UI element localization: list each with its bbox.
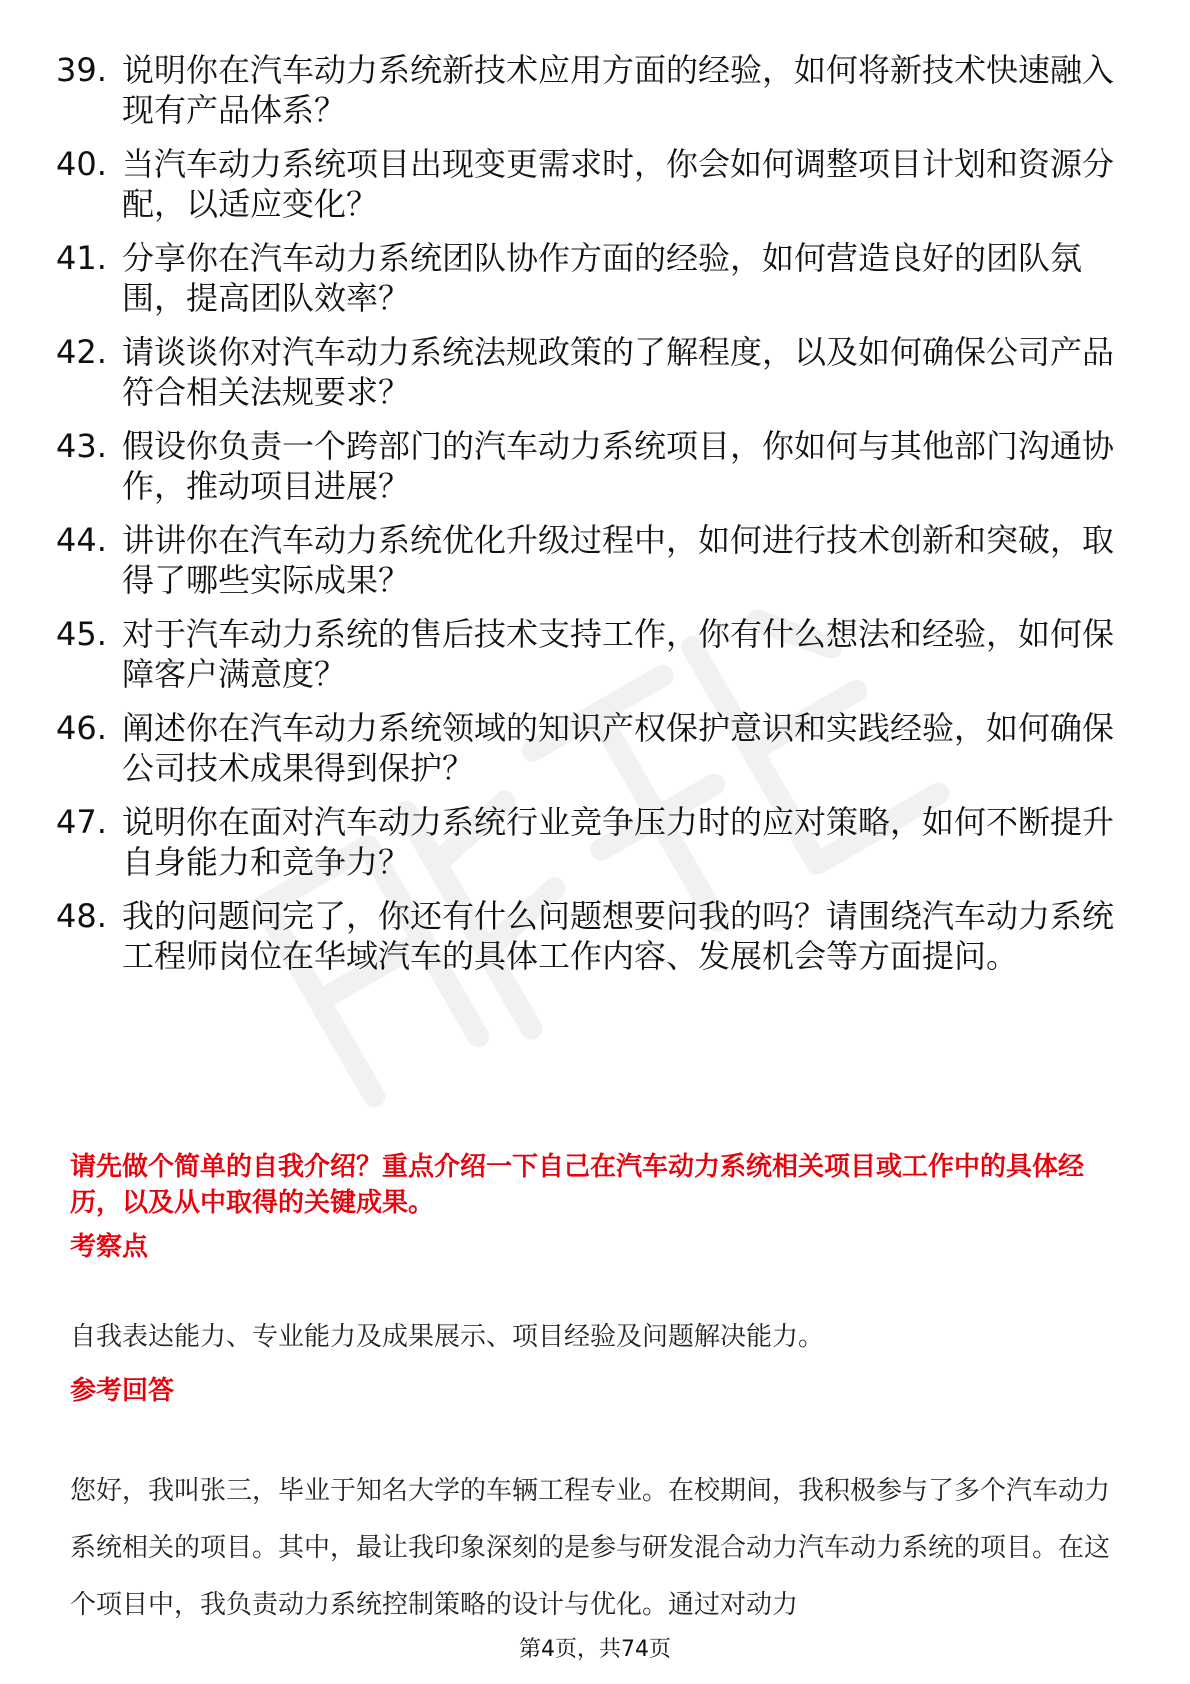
question-text: 假设你负责一个跨部门的汽车动力系统项目，你如何与其他部门沟通协作，推动项目进展？ bbox=[122, 427, 1115, 505]
question-number: 39. bbox=[56, 51, 107, 89]
question-item bbox=[56, 708, 1116, 788]
question-number: 41. bbox=[56, 239, 107, 277]
focus-text: 自我表达能力、专业能力及成果展示、项目经验及问题解决能力。 bbox=[70, 1322, 825, 1352]
answer-text: 您好，我叫张三，毕业于知名大学的车辆工程专业。在校期间，我积极参与了多个汽车动力系统相关的项目。其中，最让我印象深刻的是参与研发混合动力汽车动力系统的项目。在这个项目中，我负责动力系统控制策略的设计与优化。通过对动力 bbox=[70, 1476, 1111, 1620]
question-text: 分享你在汽车动力系统团队协作方面的经验，如何营造良好的团队氛围，提高团队效率？ bbox=[122, 239, 1083, 317]
focus-heading: 考察点 bbox=[70, 1232, 149, 1262]
question-text: 请谈谈你对汽车动力系统法规政策的了解程度，以及如何确保公司产品符合相关法规要求？ bbox=[122, 333, 1115, 411]
question-number: 42. bbox=[56, 333, 107, 371]
question-text: 说明你在汽车动力系统新技术应用方面的经验，如何将新技术快速融入现有产品体系？ bbox=[122, 51, 1115, 129]
question-number: 40. bbox=[56, 145, 107, 183]
question-item bbox=[56, 144, 1116, 224]
featured-question: 请先做个简单的自我介绍？重点介绍一下自己在汽车动力系统相关项目或工作中的具体经历，以及从中取得的关键成果。 bbox=[70, 1152, 1085, 1218]
question-list bbox=[56, 50, 1116, 990]
question-number: 48. bbox=[56, 897, 107, 935]
question-item bbox=[56, 426, 1116, 506]
question-text: 讲讲你在汽车动力系统优化升级过程中，如何进行技术创新和突破，取得了哪些实际成果？ bbox=[122, 521, 1115, 599]
question-item bbox=[56, 614, 1116, 694]
answer-heading: 参考回答 bbox=[70, 1376, 175, 1406]
question-number: 46. bbox=[56, 709, 107, 747]
question-item bbox=[56, 332, 1116, 412]
question-text: 说明你在面对汽车动力系统行业竞争压力时的应对策略，如何不断提升自身能力和竞争力？ bbox=[122, 803, 1115, 881]
question-item bbox=[56, 896, 1116, 976]
question-item bbox=[56, 802, 1116, 882]
question-text: 当汽车动力系统项目出现变更需求时，你会如何调整项目计划和资源分配，以适应变化？ bbox=[122, 145, 1115, 223]
page-footer: 第4页，共74页 bbox=[519, 1637, 671, 1662]
question-number: 43. bbox=[56, 427, 107, 465]
question-item bbox=[56, 50, 1116, 130]
question-text: 对于汽车动力系统的售后技术支持工作，你有什么想法和经验，如何保障客户满意度？ bbox=[122, 615, 1115, 693]
question-number: 47. bbox=[56, 803, 107, 841]
question-number: 45. bbox=[56, 615, 107, 653]
question-number: 44. bbox=[56, 521, 107, 559]
question-item bbox=[56, 238, 1116, 318]
question-text: 阐述你在汽车动力系统领域的知识产权保护意识和实践经验，如何确保公司技术成果得到保护？ bbox=[122, 709, 1115, 787]
question-item bbox=[56, 520, 1116, 600]
question-text: 我的问题问完了，你还有什么问题想要问我的吗？请围绕汽车动力系统工程师岗位在华域汽车的具体工作内容、发展机会等方面提问。 bbox=[122, 897, 1115, 975]
